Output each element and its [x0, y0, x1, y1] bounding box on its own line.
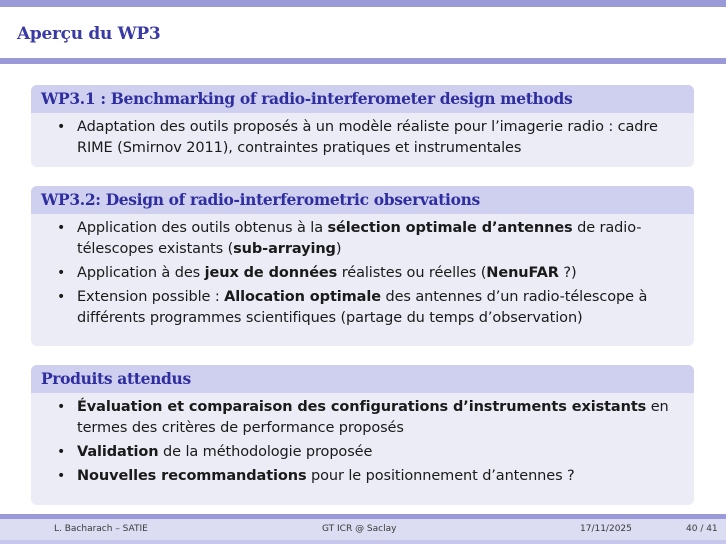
- bottom-strip: [0, 540, 726, 544]
- top-bar: [0, 0, 726, 7]
- bullet-item: [49, 263, 682, 284]
- block-wp31: [31, 85, 694, 167]
- text-run: réalistes ou réelles (: [337, 265, 487, 281]
- bold-text: Allocation optimale: [224, 289, 381, 305]
- bullet-icon: •: [57, 289, 66, 305]
- bullet-item: [49, 218, 682, 260]
- bullet-list: [49, 218, 682, 329]
- text-run: ): [335, 241, 342, 257]
- text-run: pour le positionnement d’antennes ?: [306, 468, 575, 484]
- text-run: Adaptation des outils proposés à un modèle réaliste pour l’imagerie radio : cadre RIME (Smirnov 2011), contraintes pratiques et instrumentales: [77, 119, 658, 156]
- text-run: ?): [558, 265, 577, 281]
- bullet-list: [49, 117, 682, 159]
- bullet-icon: •: [57, 468, 66, 484]
- bullet-icon: •: [57, 119, 66, 135]
- bold-text: sélection optimale d’antennes: [327, 220, 573, 236]
- bullet-icon: •: [57, 220, 66, 236]
- block-body: [31, 113, 694, 167]
- block-title: WP3.2: Design of radio-interferometric observations: [31, 186, 694, 214]
- footer-author: L. Bacharach – SATIE: [54, 524, 148, 534]
- block-body: [31, 214, 694, 338]
- block-body: [31, 393, 694, 496]
- text-run: Application à des: [77, 265, 205, 281]
- bold-text: Nouvelles recommandations: [77, 468, 307, 484]
- frame-title: Aperçu du WP3: [17, 24, 161, 44]
- footer: [0, 519, 726, 540]
- bold-text: sub-arraying: [233, 241, 336, 257]
- title-rule: [0, 58, 726, 64]
- bullet-icon: •: [57, 265, 66, 281]
- bullet-item: [49, 442, 682, 463]
- text-run: Application des outils obtenus à la: [77, 220, 328, 236]
- bullet-icon: •: [57, 444, 66, 460]
- bold-text: NenuFAR: [486, 265, 559, 281]
- text-run: de radio-télescopes existants (: [77, 220, 642, 257]
- text-run: de la méthodologie proposée: [158, 444, 373, 460]
- text-run: Extension possible :: [77, 289, 225, 305]
- bullet-item: [49, 397, 682, 439]
- footer-date: 17/11/2025: [580, 524, 632, 534]
- bullet-list: [49, 397, 682, 487]
- bullet-item: [49, 466, 682, 487]
- block-produits-attendus: [31, 365, 694, 505]
- text-run: en termes des critères de performance proposés: [77, 399, 669, 436]
- bold-text: jeux de données: [204, 265, 338, 281]
- bullet-item: [49, 287, 682, 329]
- block-wp32: [31, 186, 694, 346]
- bold-text: Évaluation et comparaison des configurations d’instruments existants: [77, 399, 647, 415]
- text-run: des antennes d’un radio-télescope à différents programmes scientifiques (partage du temps d’observation): [77, 289, 648, 326]
- footer-title: GT ICR @ Saclay: [322, 524, 397, 534]
- block-title: WP3.1 : Benchmarking of radio-interferometer design methods: [31, 85, 694, 113]
- bullet-icon: •: [57, 399, 66, 415]
- block-title: Produits attendus: [31, 365, 694, 393]
- bullet-item: [49, 117, 682, 159]
- bold-text: Validation: [77, 444, 159, 460]
- footer-page-number: 40 / 41: [686, 524, 718, 534]
